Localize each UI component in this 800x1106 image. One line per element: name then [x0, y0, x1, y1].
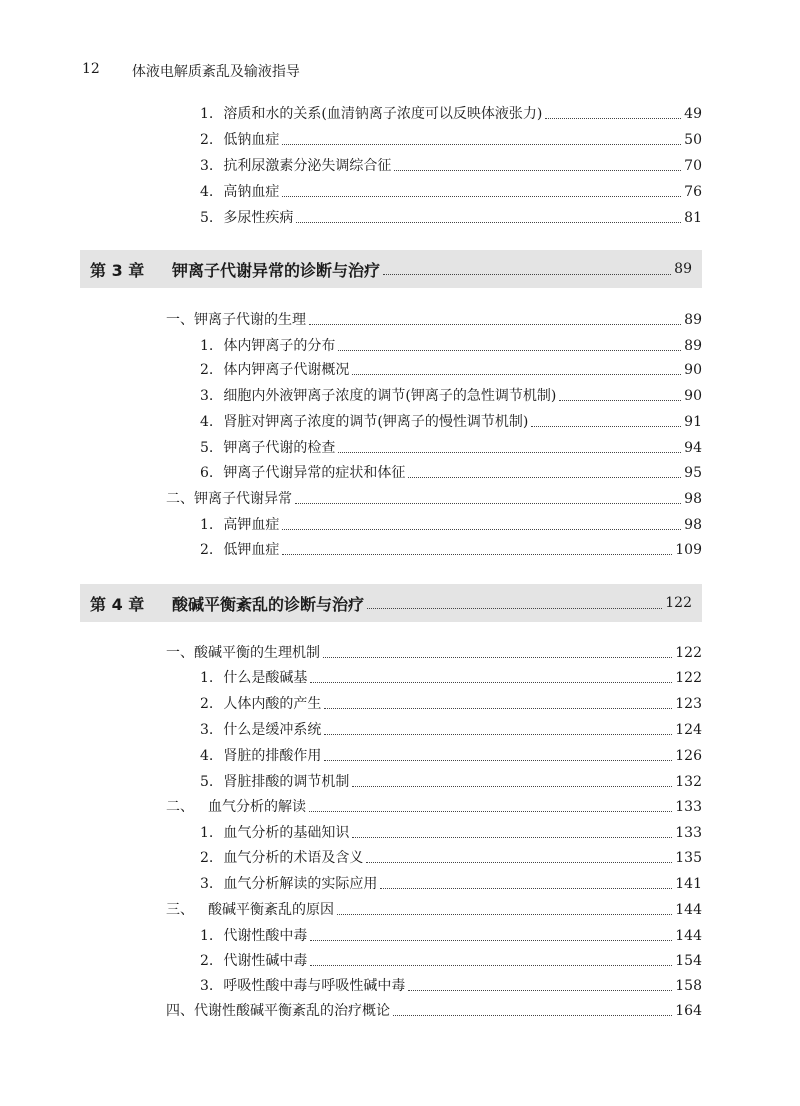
- toc-entry[interactable]: [200, 130, 702, 150]
- chapter-number: 第 3 章: [90, 260, 145, 280]
- toc-entry[interactable]: [200, 694, 702, 714]
- entry-number: 2.: [200, 362, 214, 378]
- entry-title: 体内钾离子的分布: [223, 338, 336, 354]
- entry-title: 多尿性疾病: [223, 210, 294, 226]
- entry-title: 人体内酸的产生: [223, 696, 322, 712]
- dot-leader: [383, 274, 671, 275]
- dot-leader: [352, 374, 681, 375]
- entry-number: 5.: [200, 774, 214, 790]
- entry-number: 5.: [200, 440, 214, 456]
- toc-entry[interactable]: [200, 746, 702, 766]
- entry-number: 2.: [200, 953, 214, 969]
- toc-section[interactable]: [166, 489, 702, 509]
- entry-page: 94: [684, 440, 702, 456]
- entry-number: 3.: [200, 388, 214, 404]
- toc-entry[interactable]: [200, 182, 702, 202]
- section-number: 一、: [166, 312, 194, 328]
- entry-page: 89: [684, 338, 702, 354]
- entry-page: 144: [675, 928, 702, 944]
- entry-title: 代谢性酸碱平衡紊乱的治疗概论: [194, 1003, 390, 1019]
- entry-number: 3.: [200, 158, 214, 174]
- entry-number: 4.: [200, 184, 214, 200]
- entry-number: 2.: [200, 696, 214, 712]
- entry-number: 2.: [200, 542, 214, 558]
- entry-title: 高钠血症: [223, 184, 280, 200]
- toc-entry[interactable]: [200, 668, 702, 688]
- toc-entry[interactable]: [200, 874, 702, 894]
- chapter-title: 钾离子代谢异常的诊断与治疗: [172, 260, 381, 280]
- entry-number: 1.: [200, 338, 214, 354]
- toc-entry[interactable]: [200, 515, 702, 535]
- entry-title: 高钾血症: [223, 517, 280, 533]
- entry-title: 体内钾离子代谢概况: [223, 362, 350, 378]
- entry-title: 酸碱平衡的生理机制: [194, 645, 320, 661]
- dot-leader: [337, 914, 672, 915]
- entry-page: 122: [675, 645, 702, 661]
- entry-page: 109: [675, 542, 702, 558]
- entry-number: 3.: [200, 876, 214, 892]
- entry-title: 低钾血症: [223, 542, 280, 558]
- toc-section[interactable]: [166, 1001, 702, 1021]
- entry-page: 144: [675, 902, 702, 918]
- entry-page: 123: [675, 696, 702, 712]
- toc-entry[interactable]: [200, 772, 702, 792]
- entry-page: 81: [684, 210, 702, 226]
- dot-leader: [324, 708, 672, 709]
- dot-leader: [338, 452, 681, 453]
- dot-leader: [324, 760, 672, 761]
- toc-entry[interactable]: [200, 720, 702, 740]
- entry-number: 6.: [200, 465, 214, 481]
- dot-leader: [367, 608, 662, 609]
- dot-leader: [380, 888, 672, 889]
- dot-leader: [545, 118, 681, 119]
- chapter-page: 122: [665, 595, 692, 611]
- dot-leader: [309, 324, 681, 325]
- entry-title: 呼吸性酸中毒与呼吸性碱中毒: [223, 978, 406, 994]
- entry-title: 肾脏排酸的调节机制: [223, 774, 350, 790]
- entry-page: 49: [684, 106, 702, 122]
- toc-section[interactable]: [166, 900, 702, 920]
- entry-title: 代谢性碱中毒: [223, 953, 308, 969]
- dot-leader: [408, 477, 681, 478]
- entry-title: 肾脏对钾离子浓度的调节(钾离子的慢性调节机制): [223, 414, 529, 430]
- chapter-title: 酸碱平衡紊乱的诊断与治疗: [172, 594, 365, 614]
- entry-number: 1.: [200, 928, 214, 944]
- entry-title: 肾脏的排酸作用: [223, 748, 322, 764]
- entry-title: 钾离子代谢异常: [194, 491, 292, 507]
- entry-page: 76: [684, 184, 702, 200]
- toc-entry[interactable]: [200, 848, 702, 868]
- book-title: 体液电解质紊乱及输液指导: [131, 64, 300, 80]
- entry-page: 126: [675, 748, 702, 764]
- entry-page: 133: [675, 799, 702, 815]
- entry-title: 低钠血症: [223, 132, 280, 148]
- entry-page: 50: [684, 132, 702, 148]
- entry-number: 3.: [200, 722, 214, 738]
- chapter-number: 第 4 章: [90, 594, 145, 614]
- section-number: 三、: [166, 902, 194, 918]
- entry-title: 血气分析解读的实际应用: [223, 876, 378, 892]
- toc-entry[interactable]: [200, 951, 702, 971]
- entry-page: 122: [675, 670, 702, 686]
- dot-leader: [282, 529, 681, 530]
- entry-number: 5.: [200, 210, 214, 226]
- entry-page: 90: [684, 388, 702, 404]
- entry-page: 89: [684, 312, 702, 328]
- toc-entry[interactable]: [200, 104, 702, 124]
- dot-leader: [282, 196, 681, 197]
- entry-page: 135: [675, 850, 702, 866]
- entry-page: 98: [684, 491, 702, 507]
- entry-title: 代谢性酸中毒: [223, 928, 308, 944]
- section-number: 二、: [166, 491, 194, 507]
- dot-leader: [309, 811, 672, 812]
- entry-page: 90: [684, 362, 702, 378]
- entry-page: 124: [675, 722, 702, 738]
- entry-title: 什么是缓冲系统: [223, 722, 322, 738]
- entry-title: 什么是酸碱基: [223, 670, 308, 686]
- dot-leader: [559, 400, 681, 401]
- toc-entry[interactable]: [200, 360, 702, 380]
- page-header: [82, 61, 300, 81]
- entry-page: 154: [675, 953, 702, 969]
- entry-page: 91: [684, 414, 702, 430]
- entry-number: 1.: [200, 517, 214, 533]
- entry-title: 钾离子代谢的生理: [194, 312, 306, 328]
- dot-leader: [310, 965, 672, 966]
- toc-entry[interactable]: [200, 823, 702, 843]
- dot-leader: [282, 554, 672, 555]
- entry-page: 164: [675, 1003, 702, 1019]
- entry-title: 抗利尿激素分泌失调综合征: [223, 158, 392, 174]
- entry-page: 70: [684, 158, 702, 174]
- dot-leader: [531, 426, 681, 427]
- dot-leader: [408, 990, 672, 991]
- entry-title: 细胞内外液钾离子浓度的调节(钾离子的急性调节机制): [223, 388, 557, 404]
- entry-page: 133: [675, 825, 702, 841]
- dot-leader: [366, 862, 672, 863]
- entry-number: 2.: [200, 132, 214, 148]
- toc-entry[interactable]: [200, 926, 702, 946]
- toc-entry[interactable]: [200, 976, 702, 996]
- dot-leader: [282, 144, 681, 145]
- entry-title: 钾离子代谢异常的症状和体征: [223, 465, 406, 481]
- entry-number: 1.: [200, 670, 214, 686]
- entry-title: 血气分析的解读: [208, 799, 306, 815]
- dot-leader: [393, 1015, 672, 1016]
- toc-section[interactable]: [166, 643, 702, 663]
- toc-entry[interactable]: [200, 540, 702, 560]
- chapter-page: 89: [674, 261, 692, 277]
- entry-page: 95: [684, 465, 702, 481]
- section-number: 二、: [166, 799, 194, 815]
- toc-entry[interactable]: [200, 336, 702, 356]
- dot-leader: [295, 503, 681, 504]
- chapter-3-heading[interactable]: [80, 250, 702, 288]
- toc-entry[interactable]: [200, 463, 702, 483]
- dot-leader: [338, 350, 681, 351]
- dot-leader: [324, 734, 672, 735]
- entry-page: 158: [675, 978, 702, 994]
- section-number: 一、: [166, 645, 194, 661]
- entry-number: 4.: [200, 414, 214, 430]
- toc-section[interactable]: [166, 797, 702, 817]
- entry-title: 血气分析的基础知识: [223, 825, 350, 841]
- entry-number: 1.: [200, 106, 214, 122]
- dot-leader: [310, 940, 672, 941]
- dot-leader: [310, 682, 672, 683]
- dot-leader: [296, 222, 681, 223]
- section-number: 四、: [166, 1003, 194, 1019]
- entry-title: 溶质和水的关系(血清钠离子浓度可以反映体液张力): [223, 106, 543, 122]
- entry-title: 血气分析的术语及含义: [223, 850, 364, 866]
- dot-leader: [394, 170, 681, 171]
- toc-entry[interactable]: [200, 386, 702, 406]
- entry-title: 酸碱平衡紊乱的原因: [208, 902, 334, 918]
- dot-leader: [352, 837, 672, 838]
- entry-number: 3.: [200, 978, 214, 994]
- entry-page: 98: [684, 517, 702, 533]
- entry-number: 4.: [200, 748, 214, 764]
- dot-leader: [323, 657, 672, 658]
- entry-number: 2.: [200, 850, 214, 866]
- toc-entry[interactable]: [200, 156, 702, 176]
- toc-entry[interactable]: [200, 412, 702, 432]
- entry-page: 132: [675, 774, 702, 790]
- entry-title: 钾离子代谢的检查: [223, 440, 336, 456]
- toc-entry[interactable]: [200, 438, 702, 458]
- toc-entry[interactable]: [200, 208, 702, 228]
- entry-page: 141: [675, 876, 702, 892]
- chapter-4-heading[interactable]: [80, 584, 702, 622]
- entry-number: 1.: [200, 825, 214, 841]
- toc-section[interactable]: [166, 310, 702, 330]
- dot-leader: [352, 786, 672, 787]
- page-number: 12: [82, 61, 100, 77]
